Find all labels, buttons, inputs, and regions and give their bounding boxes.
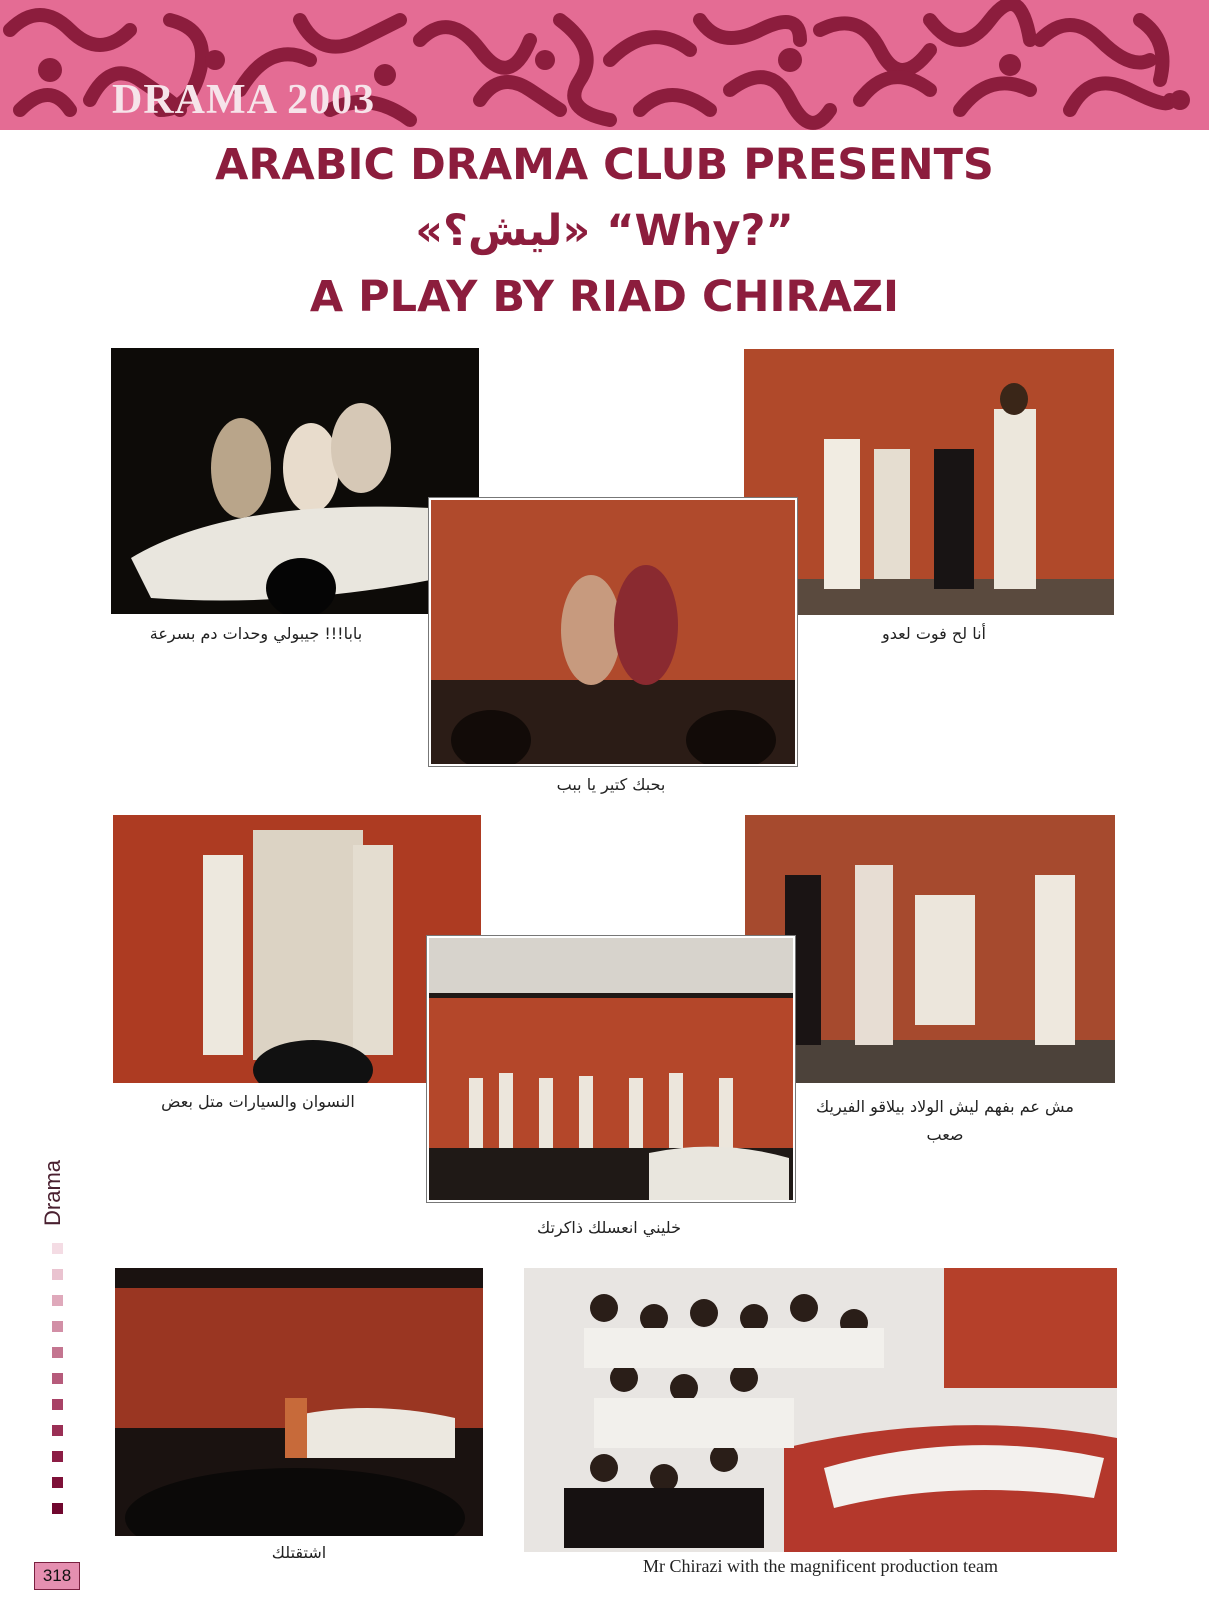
photo-two-men-scene [113,815,481,1083]
decorative-squares [52,1243,63,1529]
caption-photo-8: Mr Chirazi with the magnificent production team [643,1556,998,1576]
header-banner [0,0,1209,130]
photo-reunion-scene [115,1268,483,1536]
photo-full-cast-stage [427,936,795,1202]
caption-photo-4: النسوان والسيارات متل بعض [161,1092,355,1111]
photo-confrontation-scene [744,349,1114,615]
page-heading: ARABIC DRAMA CLUB PRESENTS [215,140,994,190]
caption-photo-2: أنا لح فوت لعدو [882,624,986,643]
play-title-english: “Why?” [606,206,794,256]
play-title-arabic: «ليش؟» [415,206,591,256]
page-number: 318 [34,1562,80,1590]
photo-couple-scene [429,498,797,766]
photo-high-five-scene [745,815,1115,1083]
section-title: DRAMA 2003 [112,77,376,123]
caption-photo-1: بابا!!! جيبولي وحدات دم بسرعة [149,624,363,643]
side-label-text: Drama [40,1159,66,1227]
caption-photo-5: مش عم بفهم ليش الولاد بيلاقو الفيريك صعب [816,1097,1074,1144]
photo-production-team [524,1268,1117,1552]
playwright-heading: A PLAY BY RIAD CHIRAZI [309,272,900,322]
caption-photo-6: خليني انعسلك ذاكرتك [537,1218,681,1237]
play-title [0,206,1209,256]
section-side-label [36,1160,76,1230]
caption-photo-7: اشتقتلك [271,1543,327,1562]
caption-photo-3: بحبك كتير يا ببب [556,775,666,794]
photo-hospital-scene [111,348,479,614]
